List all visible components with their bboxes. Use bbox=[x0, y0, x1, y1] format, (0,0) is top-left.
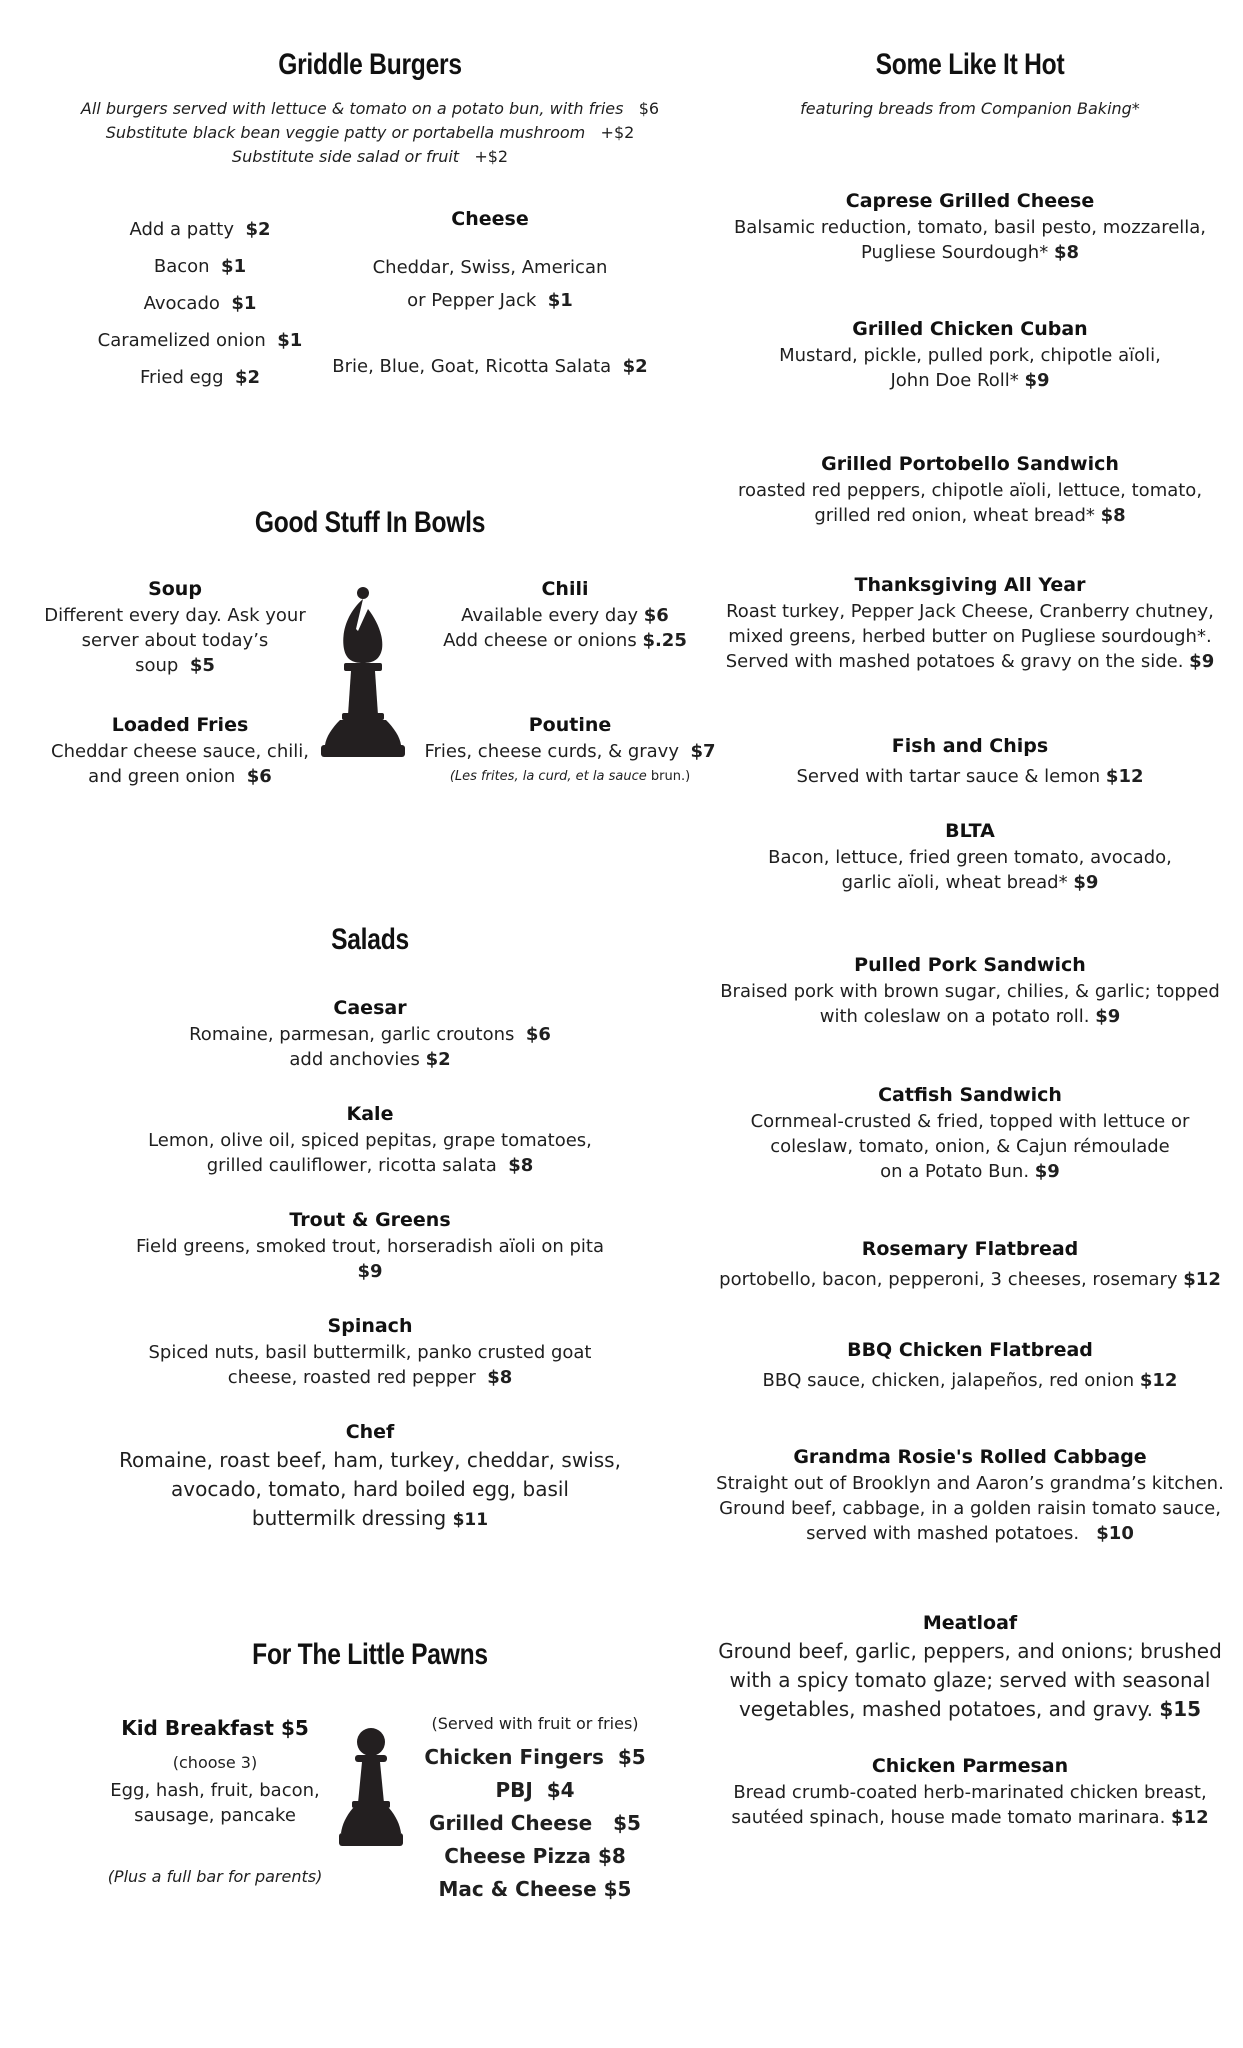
item-name: Kid Breakfast $5 bbox=[121, 1716, 309, 1740]
menu-item bbox=[80, 1313, 660, 1390]
addon-item: Add a patty $2 bbox=[129, 219, 271, 240]
section-title: For The Little Pawns bbox=[252, 1638, 488, 1671]
addon-item: Caramelized onion $1 bbox=[97, 330, 303, 351]
menu-item bbox=[80, 1101, 660, 1178]
item-price: $12 bbox=[1139, 1370, 1178, 1391]
item-name: Caprese Grilled Cheese bbox=[845, 190, 1095, 212]
burger-notes bbox=[0, 97, 740, 169]
item-name: Loaded Fries bbox=[111, 714, 249, 736]
item-price: $10 bbox=[1096, 1523, 1134, 1544]
item-desc: Served with tartar sauce & lemon $12 bbox=[796, 766, 1144, 787]
item-name: Trout & Greens bbox=[289, 1209, 451, 1231]
item-name: BBQ Chicken Flatbread bbox=[847, 1339, 1093, 1361]
menu-item bbox=[715, 1337, 1225, 1393]
item-name: Pulled Pork Sandwich bbox=[854, 954, 1086, 976]
item-desc: BBQ sauce, chicken, jalapeños, red onion $12 bbox=[762, 1370, 1178, 1391]
item-price: $9 bbox=[1095, 1006, 1121, 1027]
item-name: Grilled Chicken Cuban bbox=[852, 318, 1088, 340]
hot-subtitle: featuring breads from Companion Baking* bbox=[800, 99, 1140, 118]
item-desc: Romaine, parmesan, garlic croutons $6 add anchovies $2 bbox=[189, 1024, 551, 1070]
choose-note: (choose 3) bbox=[172, 1753, 258, 1772]
item-price: $12 bbox=[1105, 766, 1144, 787]
item-desc: Cheddar cheese sauce, chili, and green onion $6 bbox=[51, 741, 309, 787]
kids-items bbox=[410, 1741, 660, 1906]
cheese-title: Cheese bbox=[451, 208, 529, 230]
griddle-burgers-section bbox=[0, 48, 740, 82]
item-desc: Roast turkey, Pepper Jack Cheese, Cranberry chutney, mixed greens, herbed butter on Pugliese sourdough*. Served with mashed potatoes & gravy on the side. $9 bbox=[725, 601, 1215, 672]
item-name: Meatloaf bbox=[922, 1612, 1018, 1634]
kids-item: Mac & Cheese $5 bbox=[438, 1877, 632, 1901]
menu-item bbox=[715, 1236, 1225, 1292]
pawn-icon bbox=[338, 1727, 404, 1847]
addon-item: Fried egg $2 bbox=[139, 367, 261, 388]
poutine-note: (Les frites, la curd, et la sauce brun.) bbox=[449, 769, 691, 784]
item-desc: Ground beef, garlic, peppers, and onions; brushed with a spicy tomato glaze; served with seasonal vegetables, mashed potatoes, and gravy. $15 bbox=[718, 1639, 1222, 1721]
kids-item: PBJ $4 bbox=[495, 1778, 575, 1802]
burger-note-text: Substitute black bean veggie patty or portabella mushroom bbox=[105, 123, 586, 142]
burger-note-price: $6 bbox=[638, 99, 660, 118]
menu-item bbox=[30, 712, 330, 789]
burger-note-text: All burgers served with lettuce & tomato on a potato bun, with fries bbox=[80, 99, 624, 118]
bar-note: (Plus a full bar for parents) bbox=[107, 1867, 323, 1886]
section-title: Salads bbox=[331, 923, 409, 956]
item-name: Poutine bbox=[528, 714, 612, 736]
menu-item bbox=[715, 572, 1225, 674]
item-price: $9 bbox=[1024, 370, 1050, 391]
item-desc: Field greens, smoked trout, horseradish aïoli on pita $9 bbox=[135, 1236, 605, 1282]
section-title: Griddle Burgers bbox=[278, 48, 462, 81]
kids-menu bbox=[410, 1713, 660, 1906]
item-name: Kale bbox=[346, 1103, 394, 1125]
item-desc: Bacon, lettuce, fried green tomato, avocado, garlic aïoli, wheat bread* $9 bbox=[768, 847, 1172, 893]
menu-item bbox=[420, 712, 720, 788]
item-price: $12 bbox=[1171, 1807, 1209, 1828]
item-desc: Braised pork with brown sugar, chilies, & garlic; topped with coleslaw on a potato roll. $9 bbox=[720, 981, 1220, 1027]
item-name: Chef bbox=[345, 1421, 395, 1443]
addon-item: Bacon $1 bbox=[153, 256, 247, 277]
burger-note-price: +$2 bbox=[474, 147, 509, 166]
item-name: Catfish Sandwich bbox=[878, 1084, 1062, 1106]
item-name: Thanksgiving All Year bbox=[854, 574, 1086, 596]
item-name: BLTA bbox=[945, 820, 995, 842]
item-desc: Different every day. Ask your server about today’s soup $5 bbox=[44, 605, 306, 676]
item-price: $12 bbox=[1183, 1269, 1221, 1290]
burger-note-text: Substitute side salad or fruit bbox=[231, 147, 460, 166]
addon-item: Avocado $1 bbox=[143, 293, 257, 314]
menu-item bbox=[715, 733, 1225, 789]
item-price: $15 bbox=[1159, 1697, 1202, 1721]
menu-item bbox=[80, 1419, 660, 1535]
item-desc: Cornmeal-crusted & fried, topped with lettuce or coleslaw, tomato, onion, & Cajun rémoulade on a Potato Bun. $9 bbox=[750, 1111, 1190, 1182]
item-desc: Straight out of Brooklyn and Aaron’s grandma’s kitchen. Ground beef, cabbage, in a golden raisin tomato sauce, served with mashed potatoes. $10 bbox=[716, 1473, 1224, 1544]
item-desc: Bread crumb-coated herb-marinated chicken breast, sautéed spinach, house made tomato marinara. $12 bbox=[731, 1782, 1209, 1828]
menu-item bbox=[80, 1207, 660, 1284]
section-title: Some Like It Hot bbox=[875, 48, 1065, 81]
menu-item bbox=[420, 576, 710, 653]
menu-item bbox=[715, 1753, 1225, 1830]
item-desc: Mustard, pickle, pulled pork, chipotle aïoli, John Doe Roll* $9 bbox=[779, 345, 1161, 391]
item-name: Chili bbox=[541, 578, 589, 600]
item-desc: Lemon, olive oil, spiced pepitas, grape tomatoes, grilled cauliflower, ricotta salata $8 bbox=[148, 1130, 592, 1176]
item-desc: Available every day $6 Add cheese or onions $.25 bbox=[443, 605, 687, 651]
menu-item bbox=[715, 1082, 1225, 1184]
kid-breakfast bbox=[90, 1715, 340, 1888]
section-title: Good Stuff In Bowls bbox=[254, 506, 486, 539]
hot-section bbox=[720, 48, 1220, 82]
kids-section bbox=[0, 1638, 740, 1672]
menu-item bbox=[715, 1610, 1225, 1724]
kids-item: Chicken Fingers $5 bbox=[424, 1745, 646, 1769]
salads-section bbox=[0, 923, 740, 957]
item-price: $9 bbox=[1073, 872, 1099, 893]
item-price: $8 bbox=[1053, 242, 1080, 263]
menu-item bbox=[80, 995, 660, 1072]
item-price: $9 bbox=[1189, 651, 1215, 672]
item-desc: roasted red peppers, chipotle aïoli, lettuce, tomato, grilled red onion, wheat bread* $8 bbox=[737, 480, 1203, 526]
menu-item bbox=[715, 188, 1225, 265]
menu-item bbox=[715, 1444, 1225, 1546]
item-name: Soup bbox=[148, 578, 202, 600]
served-with-note: (Served with fruit or fries) bbox=[431, 1714, 639, 1733]
item-name: Rosemary Flatbread bbox=[861, 1238, 1079, 1260]
menu-item bbox=[715, 818, 1225, 895]
item-name: Grilled Portobello Sandwich bbox=[821, 453, 1119, 475]
item-name: Caesar bbox=[333, 997, 407, 1019]
item-desc: Romaine, roast beef, ham, turkey, cheddar, swiss, avocado, tomato, hard boiled egg, basil buttermilk dressing $11 bbox=[119, 1448, 621, 1530]
menu-item bbox=[715, 316, 1225, 393]
cheese-options bbox=[330, 206, 650, 383]
item-name: Chicken Parmesan bbox=[871, 1755, 1069, 1777]
kids-item: Grilled Cheese $5 bbox=[429, 1811, 641, 1835]
item-price: $9 bbox=[1034, 1161, 1060, 1182]
menu-item bbox=[715, 451, 1225, 528]
item-price: $8 bbox=[1100, 505, 1126, 526]
menu-item bbox=[40, 576, 310, 678]
cheese-desc: Cheddar, Swiss, American or Pepper Jack $1 Brie, Blue, Goat, Ricotta Salata $2 bbox=[332, 257, 648, 377]
item-name: Fish and Chips bbox=[891, 735, 1049, 757]
burger-addons-list bbox=[80, 211, 320, 396]
item-name: Spinach bbox=[327, 1315, 413, 1337]
menu-item bbox=[715, 952, 1225, 1029]
item-name: Grandma Rosie's Rolled Cabbage bbox=[793, 1446, 1147, 1468]
burger-note-price: +$2 bbox=[600, 123, 635, 142]
item-desc: Egg, hash, fruit, bacon, sausage, pancake bbox=[110, 1780, 320, 1826]
bowls-section bbox=[0, 506, 740, 540]
kids-item: Cheese Pizza $8 bbox=[444, 1844, 626, 1868]
item-desc: Balsamic reduction, tomato, basil pesto, mozzarella, Pugliese Sourdough* $8 bbox=[733, 217, 1207, 263]
item-desc: Spiced nuts, basil buttermilk, panko crusted goat cheese, roasted red pepper $8 bbox=[148, 1342, 592, 1388]
item-desc: portobello, bacon, pepperoni, 3 cheeses, rosemary $12 bbox=[719, 1269, 1221, 1290]
item-desc: Fries, cheese curds, & gravy $7 bbox=[424, 741, 716, 762]
bishop-icon bbox=[318, 585, 408, 757]
